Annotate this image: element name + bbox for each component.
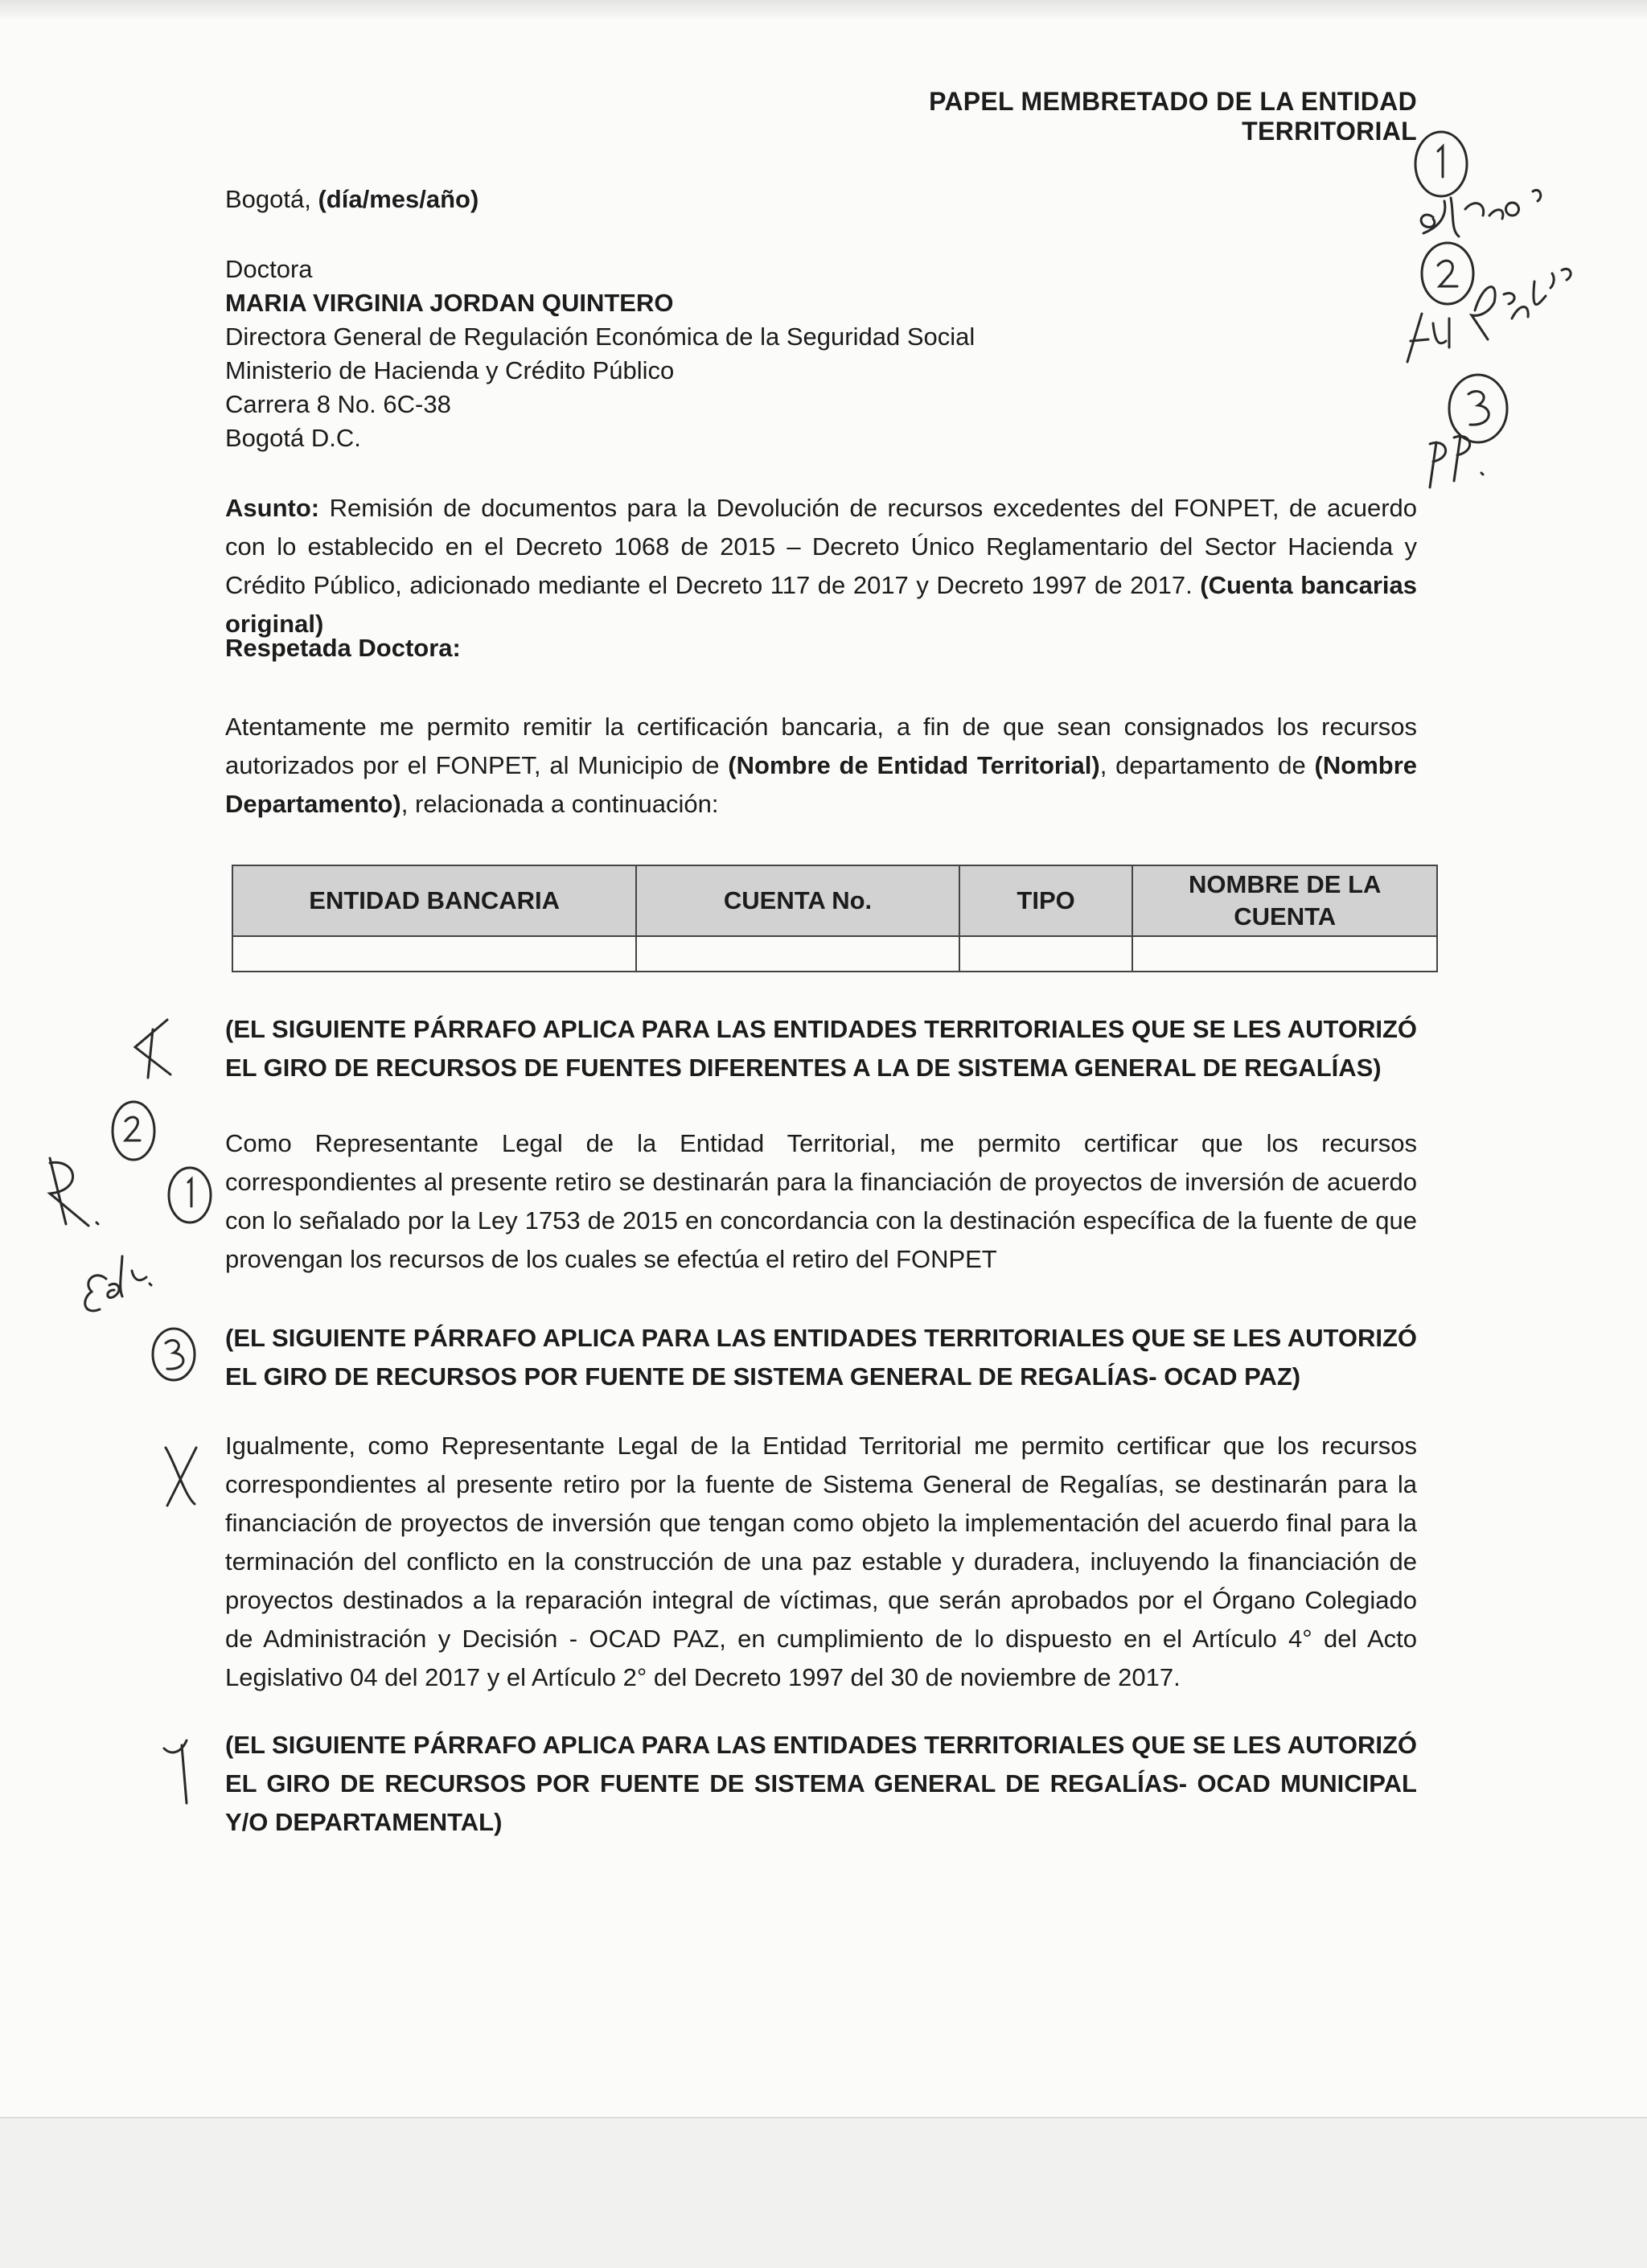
handwritten-notes-left-margin [32, 1005, 217, 1810]
intro-text-3: , relacionada a continuación: [400, 790, 719, 818]
date-city: Bogotá, [225, 185, 318, 213]
section-2-body: Igualmente, como Representante Legal de la Entidad Territorial me permito certificar que los recursos correspondientes al presente retiro por la fuente de Sistema General de Regalías, se destinarán para la financiación de proyectos de inversión que tengan como objeto la implementación del acuerdo final para la terminación del conflicto en la construcción de una paz estable y duradera, incluyendo la financiación de proyectos destinados a la reparación integral de víctimas, que serán aprobados por el Órgano Colegiado de Administración y Decisión - OCAD PAZ, en cumplimiento de lo dispuesto en el Artículo 4° del Acto Legislativo 04 del 2017 y el Artículo 2° del Decreto 1997 del 30 de noviembre de 2017. [225, 1432, 1417, 1691]
table-header-bank: ENTIDAD BANCARIA [232, 865, 636, 936]
recipient-position: Directora General de Regulación Económica de la Seguridad Social [225, 323, 975, 351]
scan-bottom-band [0, 2117, 1647, 2268]
subject-label: Asunto: [225, 494, 320, 522]
table-cell-account[interactable] [636, 936, 959, 972]
subject-text: Remisión de documentos para la Devolución de recursos excedentes del FONPET, de acuerdo con lo establecido en el Decreto 1068 de 2015 – Decreto Único Reglamentario del Sector Hacienda y Crédito Público, adicionado mediante el Decreto 117 de 2017 y Decreto 1997 de 2017. [225, 494, 1417, 599]
recipient-city: Bogotá D.C. [225, 424, 361, 452]
date-placeholder: (día/mes/año) [318, 185, 479, 213]
greeting: Respetada Doctora: [225, 634, 461, 662]
recipient-address: Carrera 8 No. 6C-38 [225, 390, 451, 418]
intro-entity: (Nombre de Entidad Territorial) [728, 751, 1100, 779]
section-3-heading: (EL SIGUIENTE PÁRRAFO APLICA PARA LAS ENTIDADES TERRITORIALES QUE SE LES AUTORIZÓ EL GIRO DE RECURSOS POR FUENTE DE SISTEMA GENERAL DE REGALÍAS- OCAD MUNICIPAL Y/O DEPARTAMENTAL) [225, 1731, 1417, 1836]
table-cell-bank[interactable] [232, 936, 636, 972]
letterhead-title: PAPEL MEMBRETADO DE LA ENTIDAD TERRITORIAL [929, 87, 1417, 146]
table-header-row [232, 865, 1437, 936]
date-line [225, 180, 1417, 219]
table-cell-account-name[interactable] [1132, 936, 1437, 972]
x-mark-1 [135, 1020, 170, 1078]
intro-text-2: , departamento de [1099, 751, 1315, 779]
table-header-account-name: NOMBRE DE LA CUENTA [1132, 865, 1437, 936]
intro-paragraph [225, 708, 1417, 824]
scan-top-shadow [0, 0, 1647, 21]
section-2-heading: (EL SIGUIENTE PÁRRAFO APLICA PARA LAS ENTIDADES TERRITORIALES QUE SE LES AUTORIZÓ EL GIRO DE RECURSOS POR FUENTE DE SISTEMA GENERAL DE REGALÍAS- OCAD PAZ) [225, 1324, 1417, 1391]
y-mark [164, 1740, 187, 1803]
intro-department: (Nombre Departamento) [225, 751, 1417, 818]
recipient-ministry: Ministerio de Hacienda y Crédito Público [225, 356, 675, 384]
bank-account-table [232, 865, 1438, 972]
subject-paragraph [225, 489, 1417, 643]
table-row [232, 936, 1437, 972]
table-header-account: CUENTA No. [636, 865, 959, 936]
intro-text-1: Atentamente me permito remitir la certificación bancaria, a fin de que sean consignados los recursos autorizados por el FONPET, al Municipio de [225, 713, 1417, 779]
table-cell-type[interactable] [959, 936, 1133, 972]
recipient-name: MARIA VIRGINIA JORDAN QUINTERO [225, 289, 674, 317]
table-header-type: TIPO [959, 865, 1133, 936]
section-1-body: Como Representante Legal de la Entidad Territorial, me permito certificar que los recursos correspondientes al presente retiro se destinarán para la financiación de proyectos de inversión de acuerdo con lo señalado por la Ley 1753 de 2015 en concordancia con la destinación específica de la fuente de que provengan los recursos de los cuales se efectúa el retiro del FONPET [225, 1129, 1417, 1273]
section-1-heading: (EL SIGUIENTE PÁRRAFO APLICA PARA LAS ENTIDADES TERRITORIALES QUE SE LES AUTORIZÓ EL GIRO DE RECURSOS DE FUENTES DIFERENTES A LA DE SISTEMA GENERAL DE REGALÍAS) [225, 1015, 1417, 1082]
subject-note: (Cuenta bancarias original) [225, 571, 1417, 638]
recipient-block [225, 253, 1417, 455]
handwritten-notes-top-right [1391, 121, 1633, 499]
x-mark-2 [166, 1448, 196, 1506]
recipient-title: Doctora [225, 255, 313, 283]
